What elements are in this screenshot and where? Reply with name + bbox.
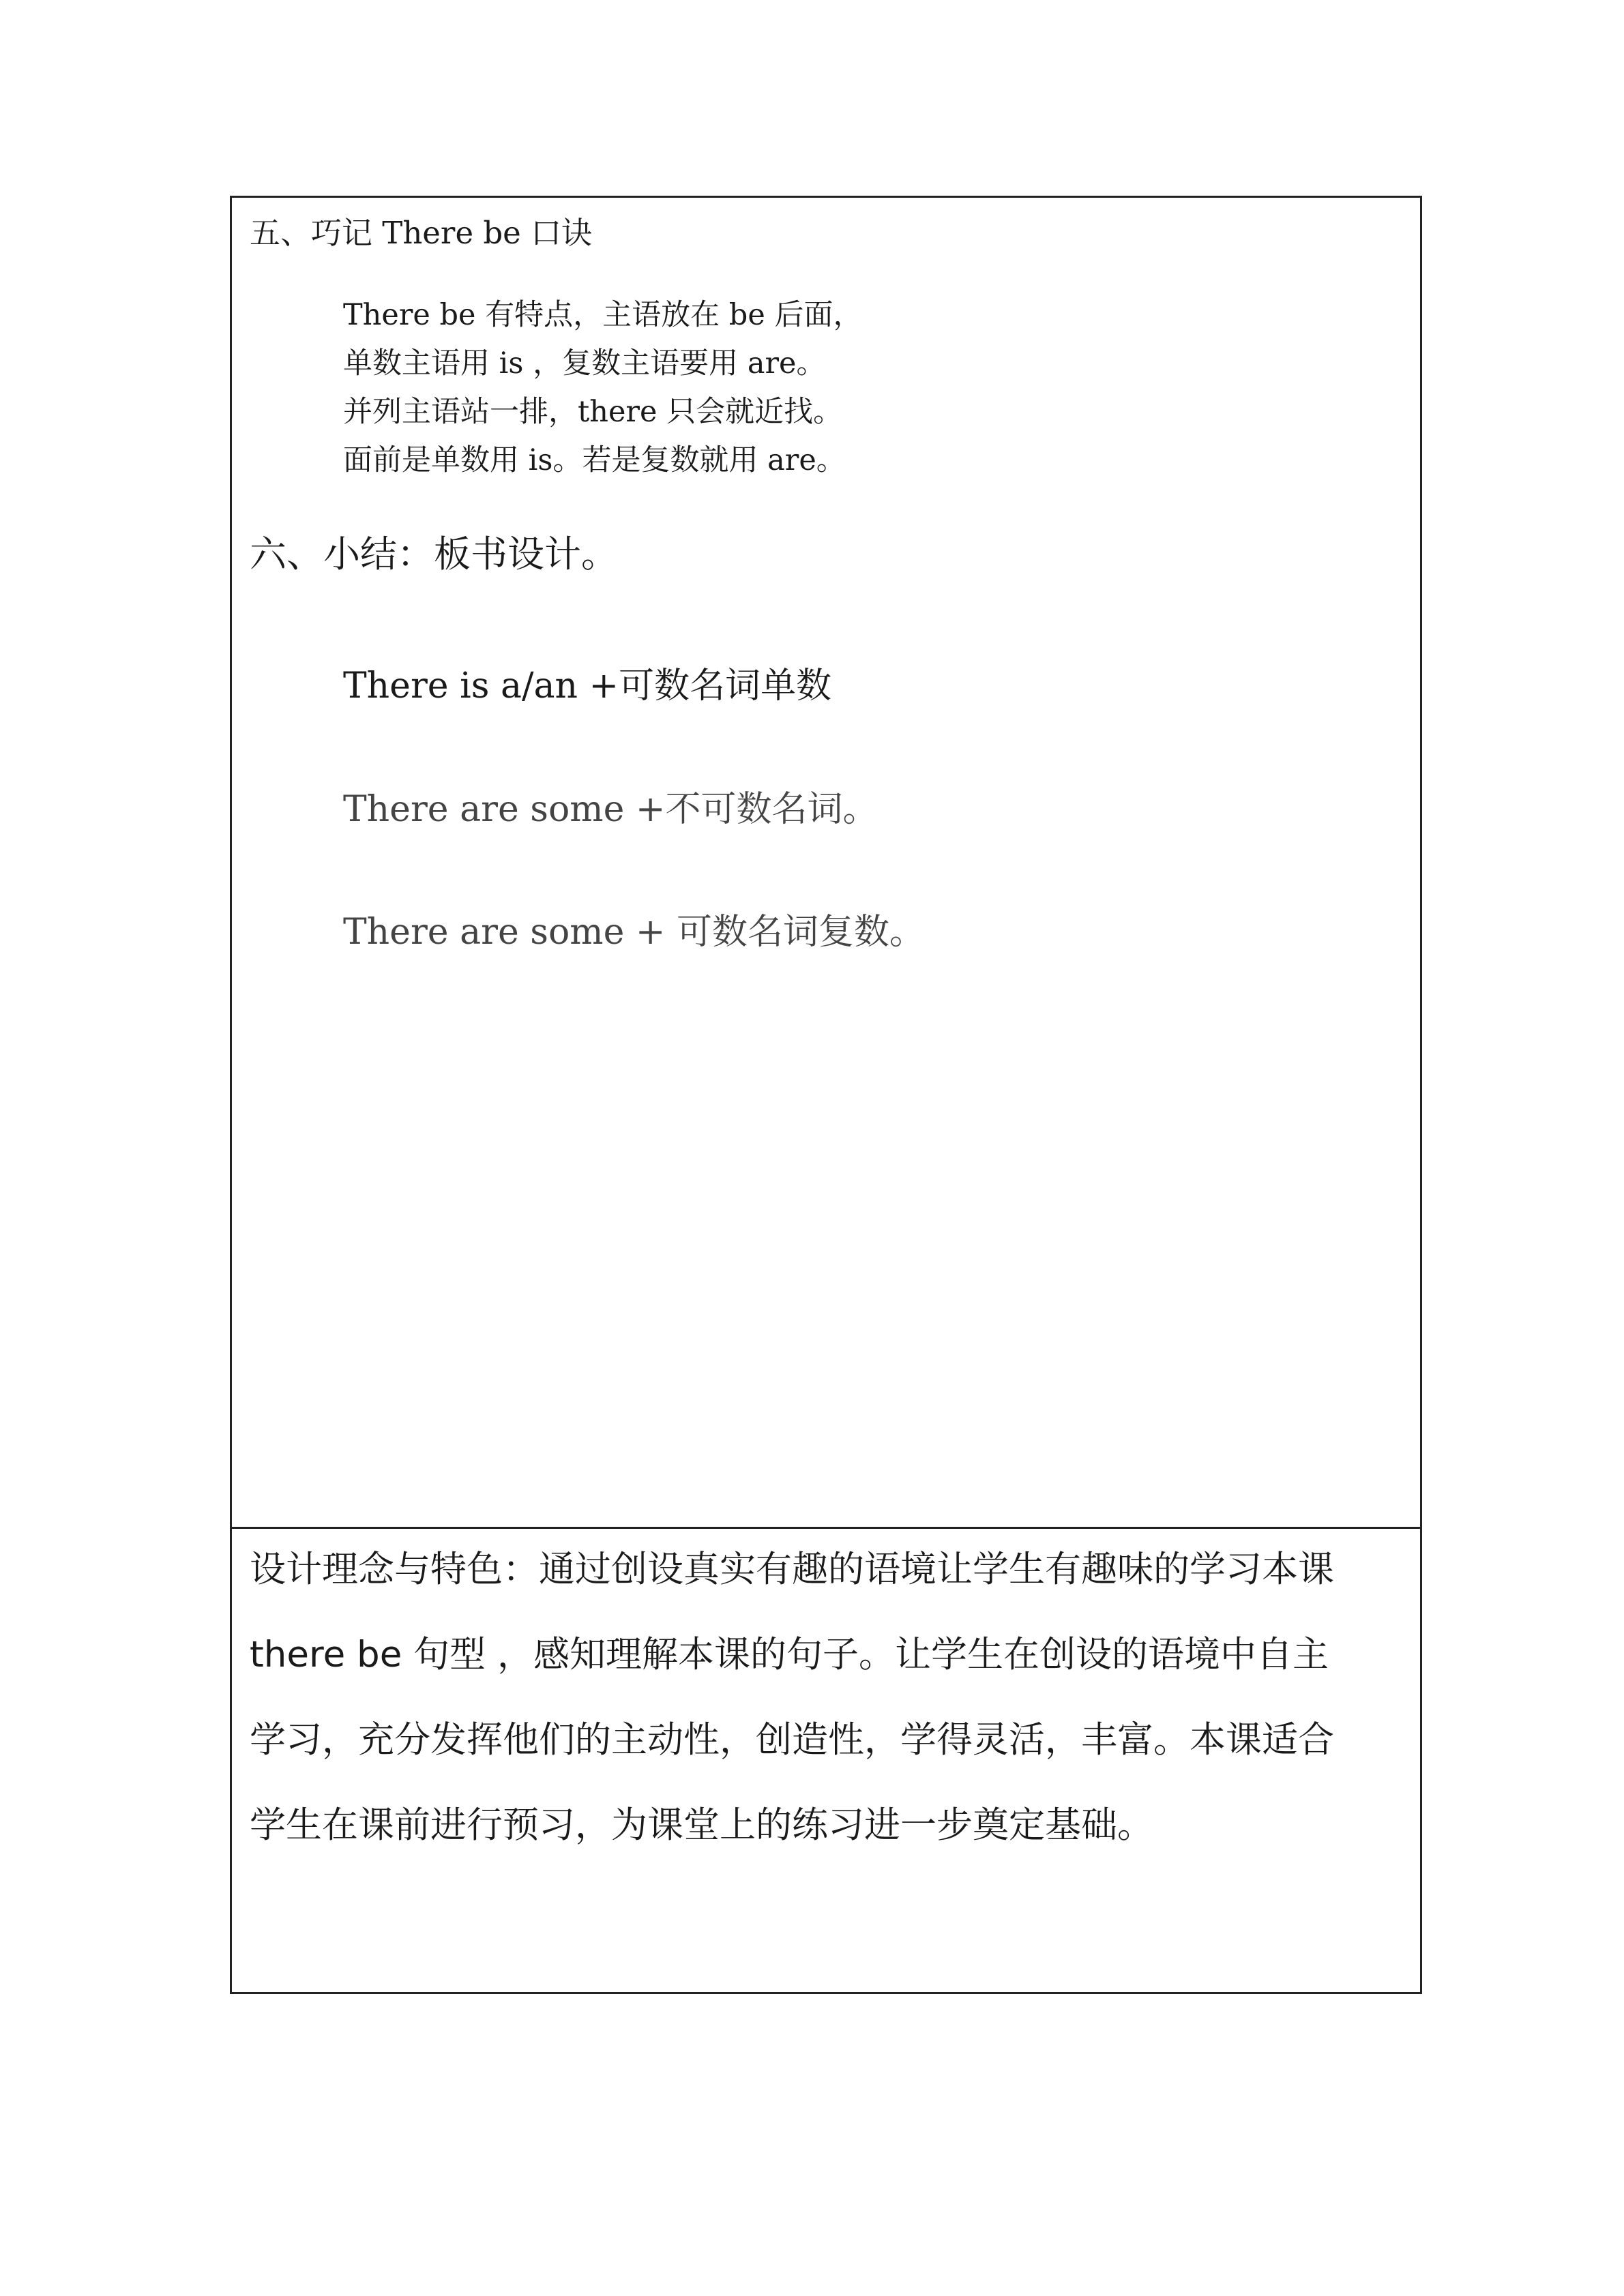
lesson-table bbox=[230, 196, 1422, 1994]
design-text-line: 设计理念与特色：通过创设真实有趣的语境让学生有趣味的学习本课 bbox=[250, 1549, 1334, 1590]
lesson-content-cell bbox=[232, 198, 1420, 1529]
rhyme-line: 单数主语用 is ，复数主语要用 are。 bbox=[343, 346, 826, 381]
design-text-line: 学习，充分发挥他们的主动性，创造性，学得灵活，丰富。本课适合 bbox=[250, 1719, 1334, 1761]
board-line: There are some +不可数名词。 bbox=[343, 789, 879, 830]
section-six-heading: 六、小结：板书设计。 bbox=[250, 533, 618, 576]
board-line: There are some + 可数名词复数。 bbox=[343, 912, 925, 953]
board-line: There is a/an +可数名词单数 bbox=[343, 666, 832, 706]
rhyme-line: 并列主语站一排，there 只会就近找。 bbox=[343, 395, 843, 429]
design-text-line: 学生在课前进行预习，为课堂上的练习进一步奠定基础。 bbox=[250, 1804, 1153, 1846]
section-five-heading: 五、巧记 There be 口诀 bbox=[250, 215, 593, 251]
design-philosophy-cell bbox=[232, 1529, 1420, 1994]
rhyme-line: 面前是单数用 is。若是复数就用 are。 bbox=[343, 443, 846, 477]
rhyme-line: There be 有特点，主语放在 be 后面， bbox=[343, 298, 863, 332]
design-text-line: there be 句型 ，感知理解本课的句子。让学生在创设的语境中自主 bbox=[250, 1634, 1329, 1675]
